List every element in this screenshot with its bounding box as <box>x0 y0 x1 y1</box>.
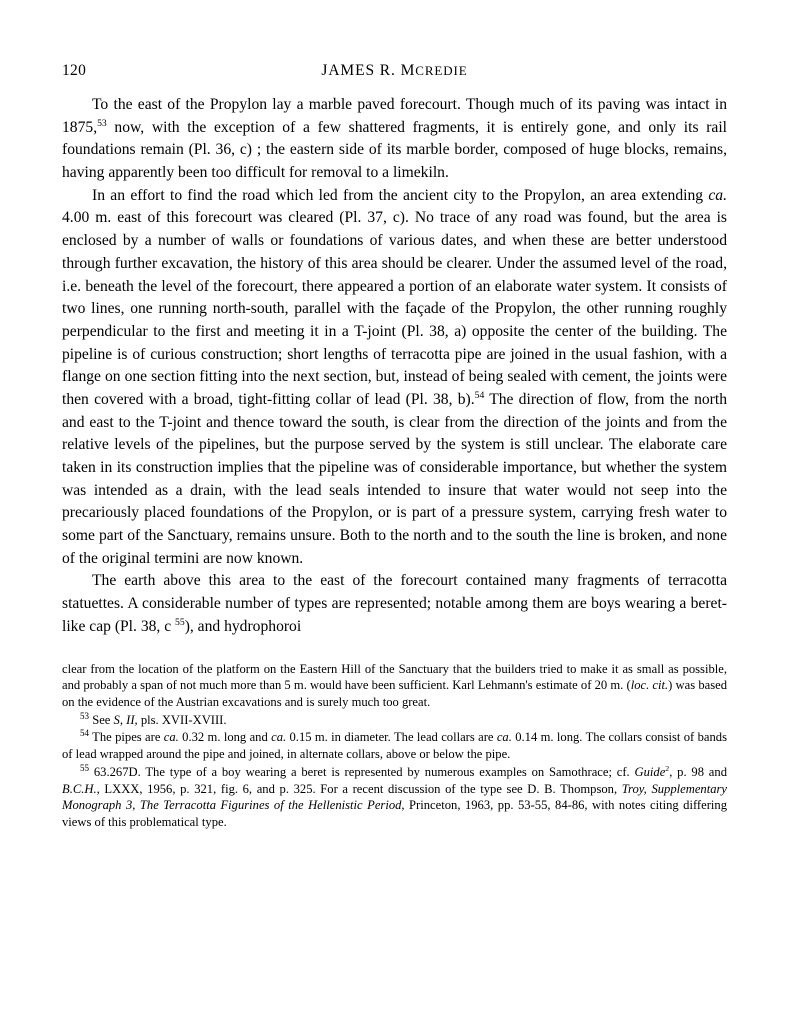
footnote-53: $^{53}$ See S, II, pls. XVII-XVIII. <box>80 710 227 727</box>
footnote-continued: clear from the location of the platform on the Eastern Hill of the Sanctuary that the builders tried to make it as small as possible, and probably a span of not much more than 5 m. would have been sufficient. Karl Lehmann's estimate of 20 m. (loc. cit.) was based on the evidence of the Austrian excavations and is surely much too great. <box>62 661 727 709</box>
italic-run: Guide <box>634 764 666 779</box>
body-text <box>62 94 727 639</box>
running-head-title <box>62 58 727 80</box>
running-head-title-main: JAMES R. M <box>321 62 416 79</box>
footnote-reference: 2 <box>665 763 670 773</box>
footnote-marker: 53 <box>80 710 90 721</box>
italic-run: B.C.H., <box>62 781 100 796</box>
italic-run: ca. <box>271 730 287 745</box>
running-head-title-smallcaps: CREDIE <box>415 63 468 78</box>
italic-run: S, II, <box>113 712 138 727</box>
footnote-reference: 55 <box>175 616 185 628</box>
page-folio-number: 120 <box>62 62 87 79</box>
italic-run: Troy, Supplementary Monograph 3, The Terracotta Figurines of the Hellenistic Period <box>62 781 727 813</box>
footnote-reference: 53 <box>97 117 107 129</box>
paragraph-3: The earth above this area to the east of the forecourt contained many fragments of terracotta statuettes. A considerable number of types are represented; notable among them are boys wearing a beret-like cap (Pl. 38, c $^{55}$), and hydrophoroi <box>62 572 727 635</box>
italic-run: ca. <box>708 186 727 204</box>
footnote-marker: 54 <box>80 728 90 739</box>
footnote-marker: 55 <box>80 762 90 773</box>
running-head <box>62 58 727 88</box>
footnote-55: $^{55}$ 63.267D. The type of a boy wearing a beret is represented by numerous examples on Samothrace; cf. Guide$^2$, p. 98 and B.C.H., LXXX, 1956, p. 321, fig. 6, and p. 325. For a recent discussion of the type see D. B. Thompson, Troy, Supplementary Monograph 3, The Terracotta Figurines of the Hellenistic Period, Princeton, 1963, pp. 53-55, 84-86, with notes citing differing views of this problematical type. <box>62 762 727 830</box>
italic-run: ca. <box>163 730 179 745</box>
italic-run: loc. cit. <box>630 678 669 693</box>
italic-run: ca. <box>496 730 512 745</box>
footnote-54: $^{54}$ The pipes are ca. 0.32 m. long and ca. 0.15 m. in diameter. The lead collars are ca. 0.14 m. long. The collars consist of bands of lead wrapped around the pipe and joined, in alternate collars, above or below the pipe. <box>62 728 727 762</box>
footnote-reference: 54 <box>474 389 485 401</box>
paragraph-1: To the east of the Propylon lay a marble paved forecourt. Though much of its paving was intact in 1875,53 now, with the exception of a few shattered fragments, it is entirely gone, and only its rail foundations remain (Pl. 36, c) ; the eastern side of its marble border, composed of huge blocks, remains, having apparently been too difficult for removal to a limekiln. <box>62 96 727 182</box>
paragraph-2: In an effort to find the road which led from the ancient city to the Propylon, an area extending ca. 4.00 m. east of this forecourt was cleared (Pl. 37, c). No trace of any road was found, but the area is enclosed by a number of walls or foundations of various dates, and when these are better understood through further excavation, the history of this area should be clearer. Under the assumed level of the road, i.e. beneath the level of the forecourt, there appeared a portion of an elaborate water system. It consists of two lines, one running north-south, parallel with the façade of the Propylon, the other running roughly perpendicular to the first and meeting it in a T-joint (Pl. 38, a) opposite the center of the building. The pipeline is of curious construction; short lengths of terracotta pipe are joined in the usual fashion, with a flange on one section fitting into the next section, but, instead of being sealed with cement, the joints were then covered with a broad, tight-fitting collar of lead (Pl. 38, b).$^{54}$ The direction of flow, from the north and east to the T-joint and thence toward the south, is clear from the direction of the joints and from the relative levels of the pipelines, but the purpose served by the system is still unclear. The elaborate care taken in its construction implies that the pipeline was of considerable importance, but whether the system was intended as a drain, with the lead seals intended to insure that water would not seep into the precariously placed foundations of the Propylon, or is part of a pressure system, carrying fresh water to some part of the Sanctuary, remains unsure. Both to the north and to the south the line is broken, and none of the original termini are now known. <box>62 186 727 567</box>
footnote-block <box>62 661 727 831</box>
